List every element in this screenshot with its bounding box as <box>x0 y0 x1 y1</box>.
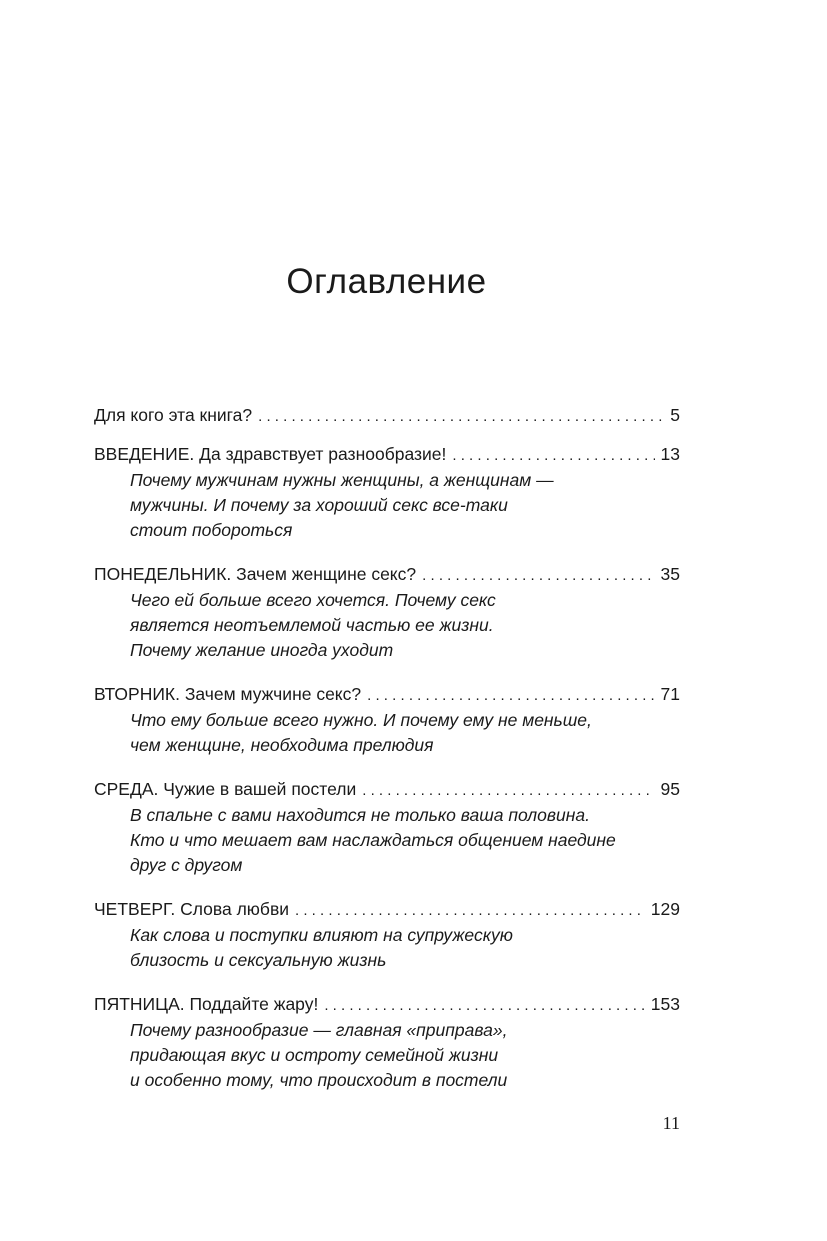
toc-entry <box>94 562 680 663</box>
toc-entry-description <box>94 803 680 878</box>
toc-page-number: 153 <box>650 994 680 1014</box>
dot-leader <box>295 898 645 923</box>
toc-entry-line <box>94 897 680 923</box>
toc-page-number: 35 <box>660 564 680 584</box>
description-line: стоит побороться <box>130 520 293 540</box>
description-line: Как слова и поступки влияют на супружескую <box>130 925 513 945</box>
table-of-contents <box>94 403 680 1093</box>
toc-entry-title: ВВЕДЕНИЕ. Да здравствует разнообразие! <box>94 444 447 464</box>
toc-entry-line <box>94 682 680 708</box>
toc-entry-line <box>94 442 680 468</box>
toc-entry-title: ЧЕТВЕРГ. Слова любви <box>94 899 290 919</box>
toc-entry-description <box>94 468 680 543</box>
description-line: Почему мужчинам нужны женщины, а женщинам — <box>130 470 554 490</box>
toc-entry <box>94 992 680 1093</box>
description-line: мужчины. И почему за хороший секс все-таки <box>130 495 508 515</box>
description-line: Почему желание иногда уходит <box>130 640 394 660</box>
page-title: Оглавление <box>286 262 487 301</box>
toc-entry-title: ВТОРНИК. Зачем мужчине секс? <box>94 684 362 704</box>
toc-entry-description <box>94 708 680 758</box>
toc-entry-description <box>94 923 680 973</box>
description-line: Чего ей больше всего хочется. Почему секс <box>130 590 496 610</box>
toc-page-number: 95 <box>660 779 680 799</box>
toc-page-number: 71 <box>660 684 680 704</box>
toc-entry <box>94 682 680 758</box>
description-line: близость и сексуальную жизнь <box>130 950 387 970</box>
toc-entry-title: Для кого эта книга? <box>94 405 253 425</box>
toc-entry-description <box>94 588 680 663</box>
description-line: В спальне с вами находится не только ваша половина. <box>130 805 590 825</box>
page-number-footer: 11 <box>662 1113 680 1133</box>
toc-entry-title: ПЯТНИЦА. Поддайте жару! <box>94 994 319 1014</box>
description-line: Кто и что мешает вам наслаждаться общением наедине <box>130 830 616 850</box>
toc-entry-description <box>94 1018 680 1093</box>
description-line: придающая вкус и остроту семейной жизни <box>130 1045 499 1065</box>
dot-leader <box>422 563 654 588</box>
description-line: друг с другом <box>130 855 243 875</box>
dot-leader <box>367 683 654 708</box>
dot-leader <box>258 404 664 429</box>
toc-entry <box>94 897 680 973</box>
toc-entry-line <box>94 403 680 429</box>
dot-leader <box>362 778 654 803</box>
description-line: Почему разнообразие — главная «приправа», <box>130 1020 508 1040</box>
toc-entry-line <box>94 777 680 803</box>
toc-entry-title: СРЕДА. Чужие в вашей постели <box>94 779 357 799</box>
toc-entry <box>94 442 680 543</box>
description-line: чем женщине, необходима прелюдия <box>130 735 434 755</box>
toc-page-number: 5 <box>670 405 680 425</box>
toc-entry <box>94 777 680 878</box>
toc-entry-line <box>94 562 680 588</box>
toc-entry <box>94 403 680 429</box>
toc-page-number: 129 <box>650 899 680 919</box>
dot-leader <box>324 993 644 1018</box>
description-line: является неотъемлемой частью ее жизни. <box>130 615 494 635</box>
toc-entry-line <box>94 992 680 1018</box>
dot-leader <box>452 443 654 468</box>
description-line: и особенно тому, что происходит в постели <box>130 1070 508 1090</box>
toc-page-number: 13 <box>660 444 680 464</box>
toc-entry-title: ПОНЕДЕЛЬНИК. Зачем женщине секс? <box>94 564 417 584</box>
description-line: Что ему больше всего нужно. И почему ему не меньше, <box>130 710 592 730</box>
